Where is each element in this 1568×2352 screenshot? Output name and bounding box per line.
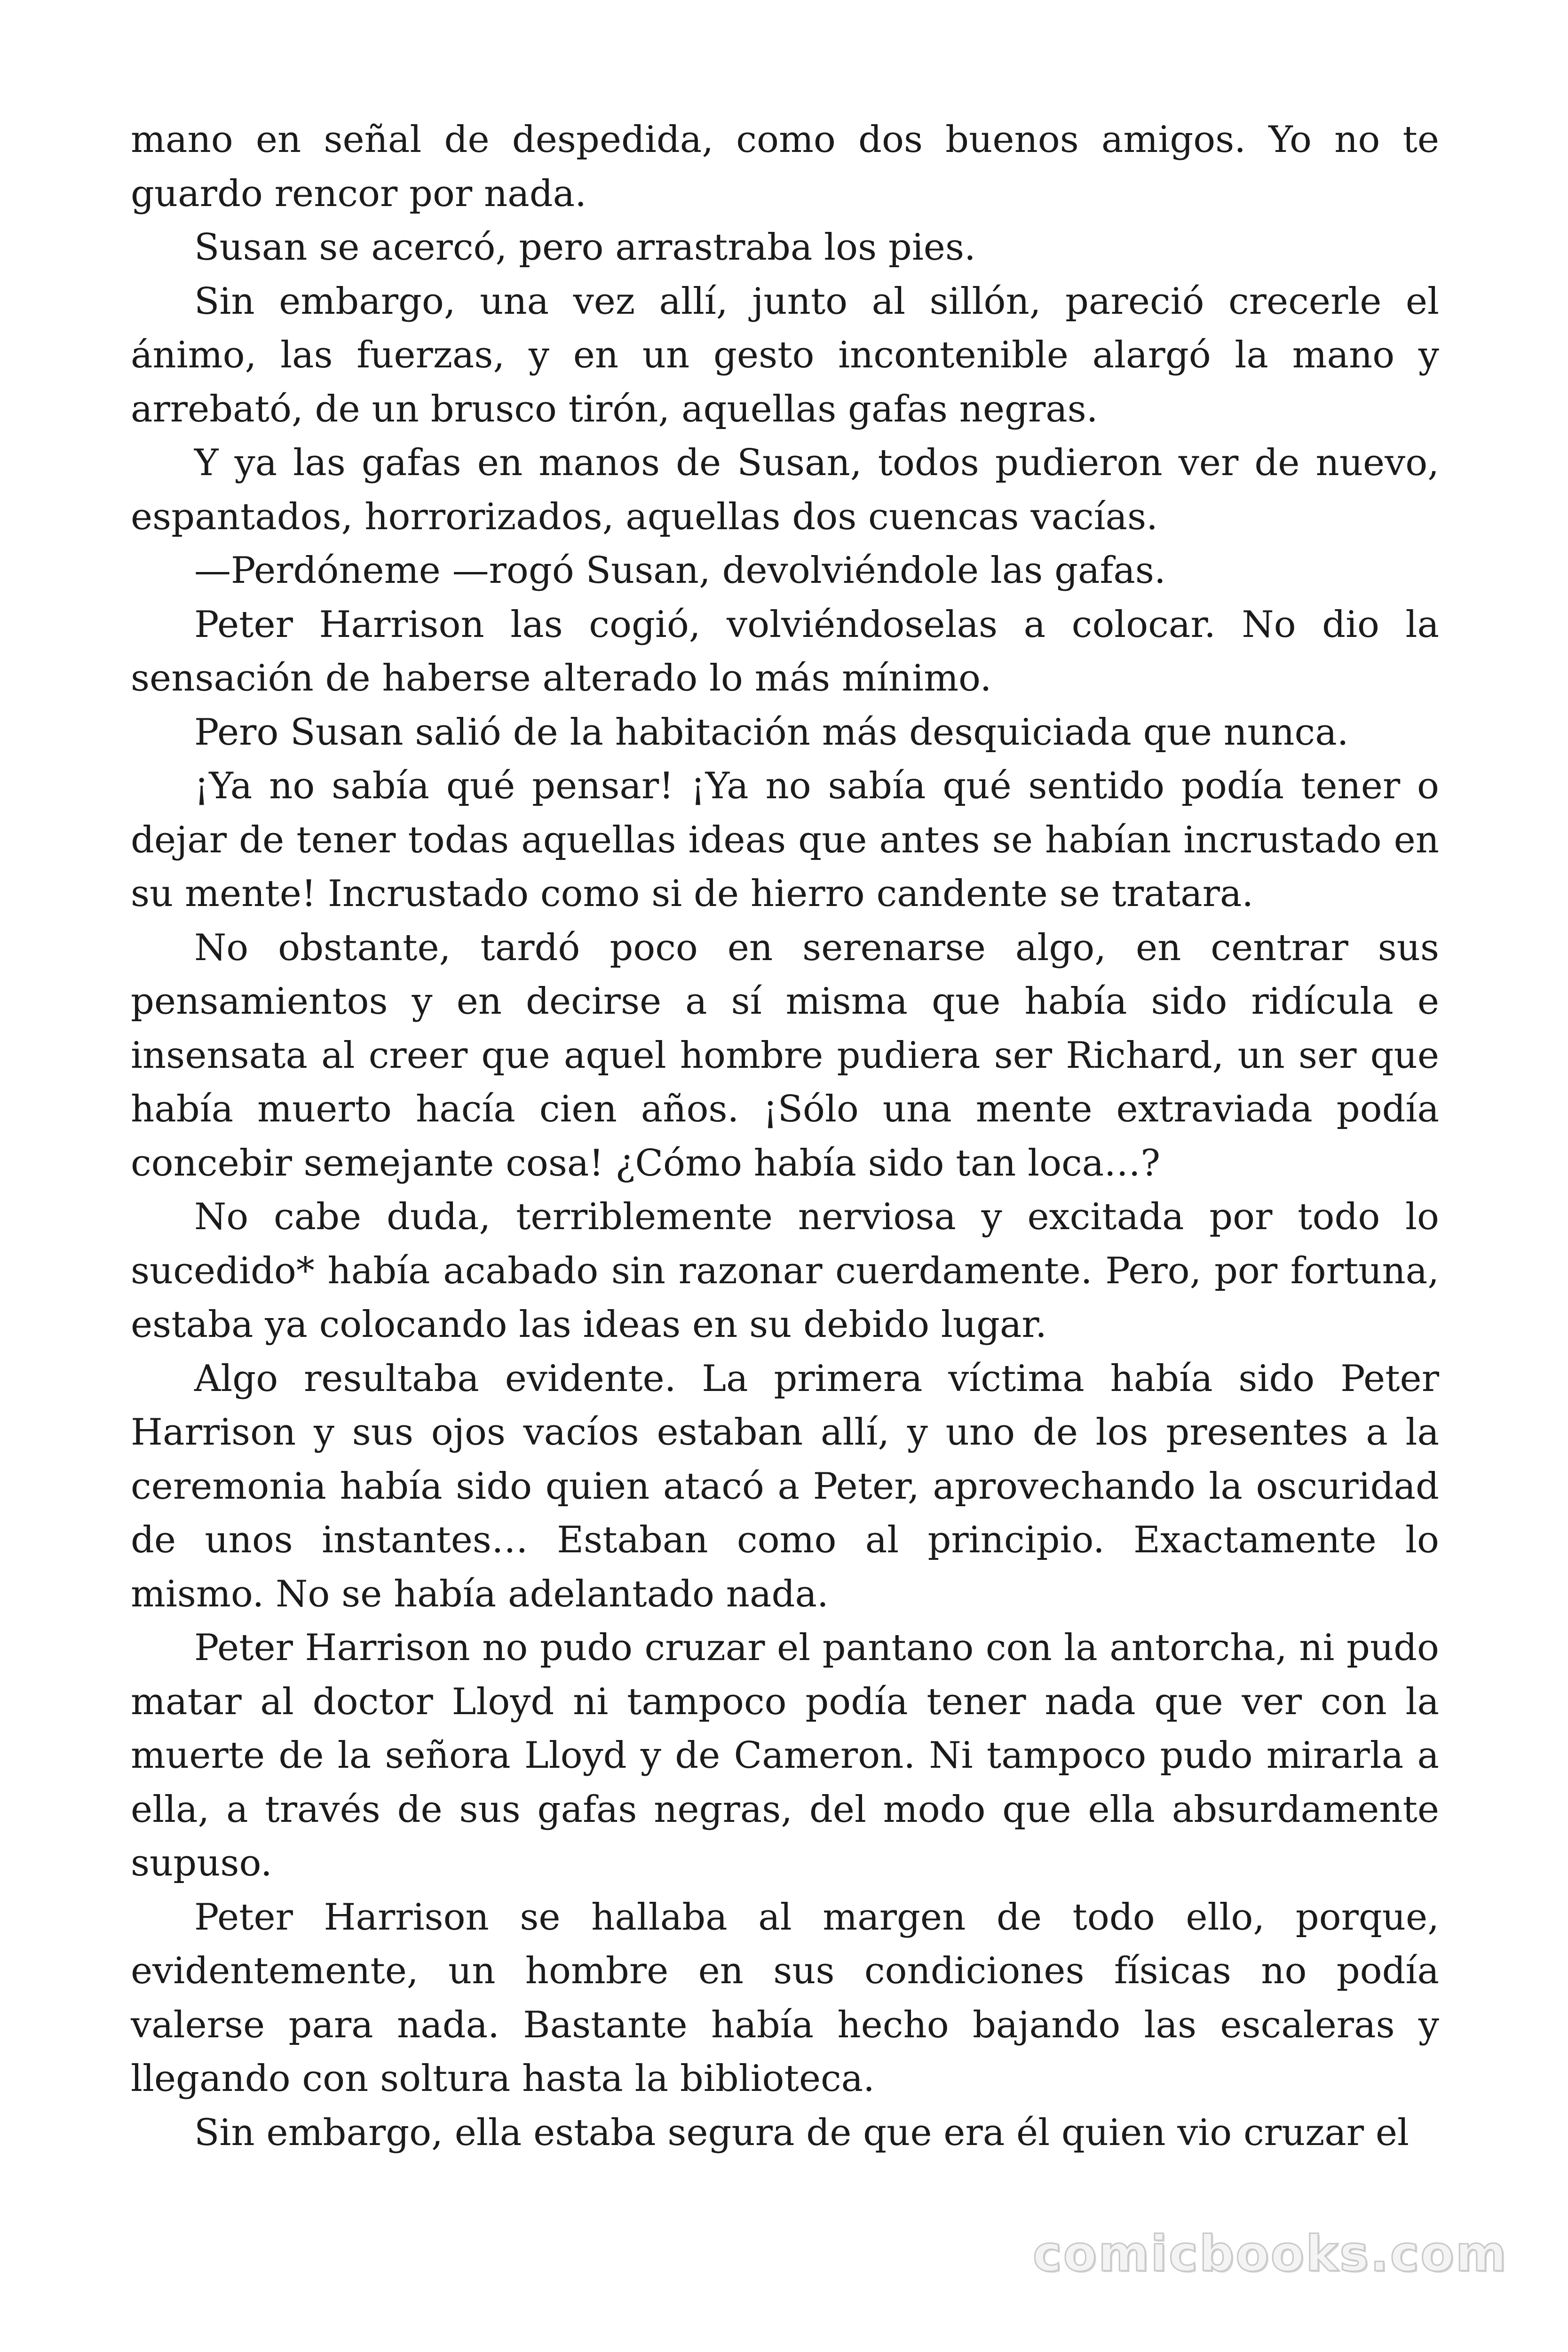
- paragraph-2: Susan se acercó, pero arrastraba los pies.: [194, 226, 976, 269]
- body-text: [131, 113, 1439, 2160]
- paragraph-5: —Perdóneme —rogó Susan, devolviéndole las gafas.: [194, 549, 1166, 592]
- paragraph-1: mano en señal de despedida, como dos buenos amigos. Yo no te guardo rencor por nada.: [131, 119, 1439, 215]
- paragraph-7: Pero Susan salió de la habitación más desquiciada que nunca.: [194, 711, 1349, 754]
- paragraph-13: Peter Harrison se hallaba al margen de todo ello, porque, evidentemente, un hombre en sus condiciones físicas no podía valerse para nada. Bastante había hecho bajando las escaleras y llegando con soltura hasta la biblioteca.: [131, 1896, 1439, 2100]
- paragraph-9: No obstante, tardó poco en serenarse algo, en centrar sus pensamientos y en decirse a sí misma que había sido ridícula e insensata al creer que aquel hombre pudiera ser Richard, un ser que había muerto hacía cien años. ¡Sólo una mente extraviada podía concebir semejante cosa! ¿Cómo había sido tan loca…?: [131, 926, 1439, 1184]
- paragraph-11: Algo resultaba evidente. La primera víctima había sido Peter Harrison y sus ojos vacíos estaban allí, y uno de los presentes a la ceremonia había sido quien atacó a Peter, aprovechando la oscuridad de unos instantes… Estaban como al principio. Exactamente lo mismo. No se había adelantado nada.: [131, 1357, 1439, 1615]
- paragraph-6: Peter Harrison las cogió, volviéndoselas a colocar. No dio la sensación de haberse alterado lo más mínimo.: [131, 603, 1439, 699]
- paragraph-10: No cabe duda, terriblemente nerviosa y excitada por todo lo sucedido* había acabado sin razonar cuerdamente. Pero, por fortuna, estaba ya colocando las ideas en su debido lugar.: [131, 1196, 1439, 1346]
- paragraph-8: ¡Ya no sabía qué pensar! ¡Ya no sabía qué sentido podía tener o dejar de tener todas aquellas ideas que antes se habían incrustado en su mente! Incrustado como si de hierro candente se tratara.: [131, 765, 1439, 915]
- paragraph-12: Peter Harrison no pudo cruzar el pantano con la antorcha, ni pudo matar al doctor Lloyd ni tampoco podía tener nada que ver con la muerte de la señora Lloyd y de Cameron. Ni tampoco pudo mirarla a ella, a través de sus gafas negras, del modo que ella absurdamente supuso.: [131, 1627, 1439, 1884]
- paragraph-4: Y ya las gafas en manos de Susan, todos pudieron ver de nuevo, espantados, horrorizados, aquellas dos cuencas vacías.: [131, 442, 1439, 538]
- watermark: comicbooks.com: [1032, 2225, 1508, 2282]
- paragraph-14: Sin embargo, ella estaba segura de que era él quien vio cruzar el: [194, 2111, 1409, 2154]
- paragraph-3: Sin embargo, una vez allí, junto al sillón, pareció crecerle el ánimo, las fuerzas, y en un gesto incontenible alargó la mano y arrebató, de un brusco tirón, aquellas gafas negras.: [131, 280, 1439, 430]
